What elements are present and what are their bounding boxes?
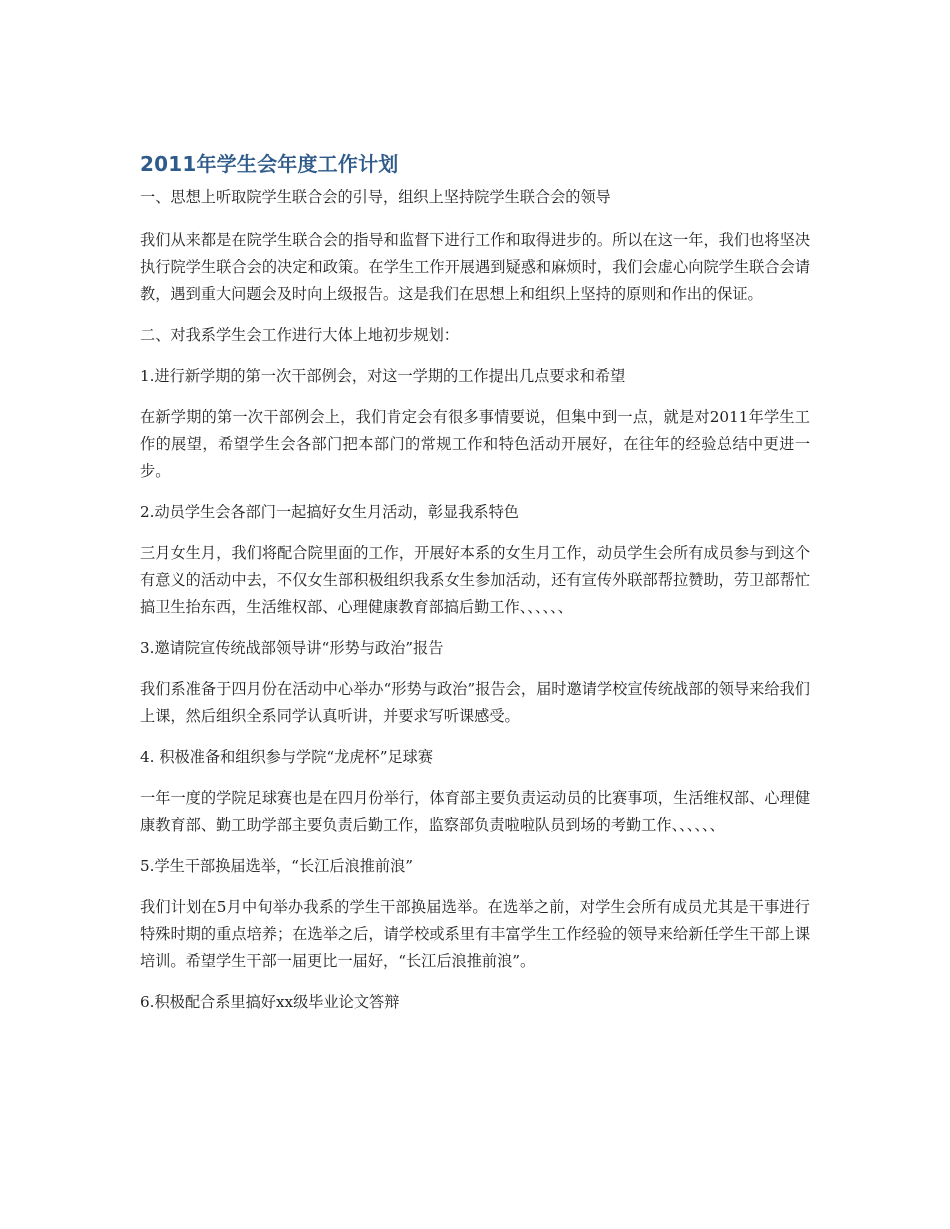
item-heading-3: 3.邀请院宣传统战部领导讲“形势与政治”报告 <box>140 639 444 657</box>
body-paragraph: 一年一度的学院足球赛也是在四月份举行，体育部主要负责运动员的比赛事项，生活维权部、心理健康教育部、勤工助学部主要负责后勤工作，监察部负责啦啦队员到场的考勤工作、、、、、、 <box>140 789 810 834</box>
body-paragraph: 我们计划在5月中旬举办我系的学生干部换届选举。在选举之前，对学生会所有成员尤其是干事进行特殊时期的重点培养；在选举之后，请学校或系里有丰富学生工作经验的领导来给新任学生干部上课培训。希望学生干部一届更比一届好，“长江后浪推前浪”。 <box>140 898 810 970</box>
document-title: 2011年学生会年度工作计划 <box>140 152 399 176</box>
section-heading-2: 二、对我系学生会工作进行大体上地初步规划： <box>140 326 459 344</box>
document-page <box>140 150 810 1030</box>
item-heading-4: 4. 积极准备和组织参与学院“龙虎杯”足球赛 <box>140 748 434 766</box>
section-heading-1: 一、思想上听取院学生联合会的引导，组织上坚持院学生联合会的领导 <box>140 188 611 206</box>
body-paragraph: 我们系准备于四月份在活动中心举办“形势与政治”报告会，届时邀请学校宣传统战部的领导来给我们上课，然后组织全系同学认真听讲，并要求写听课感受。 <box>140 680 810 725</box>
body-paragraph: 三月女生月，我们将配合院里面的工作，开展好本系的女生月工作，动员学生会所有成员参与到这个有意义的活动中去，不仅女生部积极组织我系女生参加活动，还有宣传外联部帮拉赞助，劳卫部帮忙搞卫生抬东西，生活维权部、心理健康教育部搞后勤工作、、、、、、 <box>140 544 810 616</box>
body-paragraph: 在新学期的第一次干部例会上，我们肯定会有很多事情要说，但集中到一点，就是对2011年学生工作的展望，希望学生会各部门把本部门的常规工作和特色活动开展好，在往年的经验总结中更进一步。 <box>140 408 810 480</box>
body-paragraph: 我们从来都是在院学生联合会的指导和监督下进行工作和取得进步的。所以在这一年，我们也将坚决执行院学生联合会的决定和政策。在学生工作开展遇到疑惑和麻烦时，我们会虚心向院学生联合会请教，遇到重大问题会及时向上级报告。这是我们在思想上和组织上坚持的原则和作出的保证。 <box>140 231 810 303</box>
item-heading-5: 5.学生干部换届选举，“长江后浪推前浪” <box>140 857 414 875</box>
item-heading-2: 2.动员学生会各部门一起搞好女生月活动，彰显我系特色 <box>140 503 519 521</box>
item-heading-6: 6.积极配合系里搞好xx级毕业论文答辩 <box>140 993 400 1011</box>
item-heading-1: 1.进行新学期的第一次干部例会，对这一学期的工作提出几点要求和希望 <box>140 367 626 385</box>
